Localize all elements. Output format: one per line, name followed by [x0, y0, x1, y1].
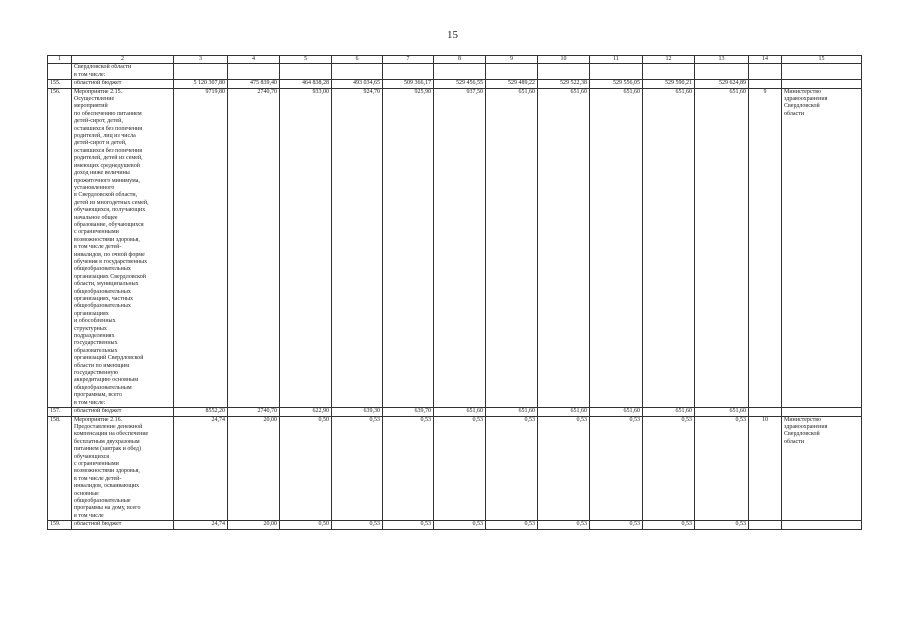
text-line: Министерство: [784, 88, 821, 95]
value-cell: 0,53: [486, 521, 538, 529]
text-line: доход ниже величины: [74, 170, 130, 177]
budget-table: [47, 55, 862, 530]
value-cell: 651,60: [486, 88, 538, 407]
value-cell: 651,60: [538, 408, 590, 416]
text-line: имеющих среднедушевой: [74, 162, 140, 169]
text-line: образовательных: [74, 347, 118, 354]
value-cell: 9719,80: [174, 88, 228, 407]
value-cell: 0,53: [590, 416, 643, 521]
text-line: детей-сирот и детей,: [74, 140, 127, 147]
column-header: 12: [643, 56, 695, 64]
text-line: оставшихся без попечения: [74, 125, 142, 132]
text-line: организациях: [74, 310, 109, 317]
value-cell: 651,60: [590, 88, 643, 407]
table-row-159: [48, 521, 862, 529]
value-cell: 651,60: [643, 408, 695, 416]
target-indicator-number: 9: [749, 88, 782, 407]
text-line: компенсации на обеспечение: [74, 431, 149, 438]
value-cell: 0,53: [643, 521, 695, 529]
value-cell: 5 120 307,80: [174, 80, 228, 88]
text-line: государственную: [74, 370, 119, 377]
value-cell: 20,00: [228, 416, 280, 521]
text-line: возможностями здоровья,: [74, 468, 140, 475]
table-row-158: [48, 416, 862, 521]
text-line: области: [784, 110, 805, 117]
value-cell: 622,90: [280, 408, 332, 416]
text-line: образование, обучающихся: [74, 221, 144, 228]
text-line: общеобразовательных: [74, 303, 131, 310]
text-line: установленного: [74, 184, 115, 191]
column-header: 13: [695, 56, 749, 64]
text-line: обучающихся: [74, 453, 110, 460]
value-cell: 2740,70: [228, 88, 280, 407]
value-cell: 0,53: [332, 521, 383, 529]
value-cell: 933,00: [280, 88, 332, 407]
table-row-155: [48, 80, 862, 88]
column-header: 4: [228, 56, 280, 64]
text-line: структурных: [74, 325, 107, 332]
executor-cell: [782, 88, 862, 407]
table-row-continuation: [48, 64, 862, 80]
column-header: 10: [538, 56, 590, 64]
value-cell: 639,70: [383, 408, 434, 416]
text-line: общеобразовательных: [74, 266, 131, 273]
value-cell: 475 839,40: [228, 80, 280, 88]
column-header: 15: [782, 56, 862, 64]
value-cell: 0,50: [280, 416, 332, 521]
text-line: с ограниченными: [74, 460, 119, 467]
row-description: Свердловской области в том числе:: [72, 64, 174, 80]
executor-cell: [782, 416, 862, 521]
row-description: областной бюджет: [72, 80, 174, 88]
text-line: в том числе детей-: [74, 475, 122, 482]
text-line: Мероприятие 2.15.: [74, 88, 123, 95]
value-cell: 0,53: [434, 416, 486, 521]
value-cell: 0,53: [383, 521, 434, 529]
text-line: общеобразовательные: [74, 497, 131, 504]
row-number: 156.: [48, 88, 72, 407]
value-cell: 0,53: [695, 521, 749, 529]
text-line: Свердловской: [784, 431, 820, 438]
text-line: инвалидов, осваивающих: [74, 483, 140, 490]
row-number: 155.: [48, 80, 72, 88]
column-header: 6: [332, 56, 383, 64]
table-row-156: [48, 88, 862, 407]
text-line: в Свердловской области,: [74, 192, 138, 199]
value-cell: 529 624,89: [695, 80, 749, 88]
text-line: детей-сирот, детей,: [74, 118, 123, 125]
text-line: родителей, лиц из числа: [74, 133, 136, 140]
text-line: аккредитацию основным: [74, 377, 138, 384]
page-number: 15: [447, 29, 458, 41]
value-cell: 0,50: [280, 521, 332, 529]
text-line: Свердловской: [784, 103, 820, 110]
value-cell: 651,60: [538, 88, 590, 407]
column-header: 9: [486, 56, 538, 64]
value-cell: 24,74: [174, 521, 228, 529]
text-line: инвалидов, по очной форме: [74, 251, 145, 258]
column-header: 14: [749, 56, 782, 64]
text-line: детей из многодетных семей,: [74, 199, 149, 206]
value-cell: 651,60: [486, 408, 538, 416]
row-number: 159.: [48, 521, 72, 529]
value-cell: 924,70: [332, 88, 383, 407]
text-line: оставшихся без попечения: [74, 147, 142, 154]
row-description: областной бюджет: [72, 521, 174, 529]
text-line: прожиточного минимума,: [74, 177, 140, 184]
value-cell: 651,60: [643, 88, 695, 407]
value-cell: 8552,20: [174, 408, 228, 416]
value-cell: 0,53: [590, 521, 643, 529]
text-line: с ограниченными: [74, 229, 119, 236]
value-cell: 0,53: [486, 416, 538, 521]
row-description: [72, 416, 174, 521]
text-line: области: [784, 438, 805, 445]
text-line: организациях, частных: [74, 296, 133, 302]
text-line: области, муниципальных: [74, 281, 139, 288]
value-cell: 24,74: [174, 416, 228, 521]
text-line: Предоставление денежной: [74, 423, 143, 430]
text-line: питанием (завтрак и обед): [74, 446, 141, 453]
text-line: программам, всего: [74, 392, 122, 399]
value-cell: 0,53: [695, 416, 749, 521]
text-line: государственных: [74, 340, 118, 347]
value-cell: 0,53: [538, 416, 590, 521]
value-cell: 0,53: [434, 521, 486, 529]
text-line: в том числе:: [74, 399, 106, 406]
text-line: бесплатным двухразовым: [74, 438, 140, 445]
text-line: родителей, детей из семей,: [74, 155, 143, 162]
value-cell: 529 556,05: [590, 80, 643, 88]
value-cell: 0,53: [538, 521, 590, 529]
row-description: областной бюджет: [72, 408, 174, 416]
value-cell: 529 489,22: [486, 80, 538, 88]
text-line: по обеспечению питанием: [74, 110, 142, 117]
column-header: 11: [590, 56, 643, 64]
target-indicator-number: 10: [749, 416, 782, 521]
text-line: в том числе: [74, 512, 104, 519]
row-number: 158.: [48, 416, 72, 521]
value-cell: 0,53: [643, 416, 695, 521]
text-line: области по имеющим: [74, 362, 130, 369]
text-line: и обособленных: [74, 318, 116, 325]
column-number-row: [48, 56, 862, 64]
text-line: мероприятий: [74, 103, 108, 110]
text-line: основные: [74, 490, 99, 497]
row-description: [72, 88, 174, 407]
value-cell: 925,90: [383, 88, 434, 407]
text-line: возможностями здоровья,: [74, 236, 140, 243]
value-cell: 2740,70: [228, 408, 280, 416]
column-header: 5: [280, 56, 332, 64]
text-line: общеобразовательных: [74, 288, 131, 295]
text-line: Министерство: [784, 416, 821, 423]
value-cell: 937,50: [434, 88, 486, 407]
value-cell: 464 838,28: [280, 80, 332, 88]
text-line: подразделениях: [74, 333, 115, 340]
value-cell: 0,53: [332, 416, 383, 521]
text-line: общеобразовательным: [74, 384, 132, 391]
column-header: 7: [383, 56, 434, 64]
value-cell: 0,53: [383, 416, 434, 521]
text-line: здравоохранения: [784, 96, 828, 103]
value-cell: 529 522,38: [538, 80, 590, 88]
value-cell: 639,30: [332, 408, 383, 416]
text-line: Осуществление: [74, 96, 115, 103]
text-line: здравоохранения: [784, 423, 828, 430]
column-header: 3: [174, 56, 228, 64]
row-number: 157.: [48, 408, 72, 416]
value-cell: 529 456,55: [434, 80, 486, 88]
value-cell: 651,60: [695, 88, 749, 407]
column-header: 1: [48, 56, 72, 64]
value-cell: 651,60: [434, 408, 486, 416]
value-cell: 493 034,65: [332, 80, 383, 88]
value-cell: 651,60: [590, 408, 643, 416]
text-line: обучающихся, получающих: [74, 207, 146, 214]
value-cell: 509 366,17: [383, 80, 434, 88]
text-line: Мероприятие 2.16.: [74, 416, 123, 423]
text-line: программы на дому, всего: [74, 505, 141, 512]
column-header: 2: [72, 56, 174, 64]
value-cell: 651,60: [695, 408, 749, 416]
text-line: в том числе детей-: [74, 244, 122, 251]
table-row-157: [48, 408, 862, 416]
text-line: организаций Свердловской: [74, 355, 144, 362]
text-line: начальное общее: [74, 214, 118, 221]
value-cell: 20,00: [228, 521, 280, 529]
column-header: 8: [434, 56, 486, 64]
value-cell: 529 590,21: [643, 80, 695, 88]
text-line: организациях Свердловской: [74, 273, 146, 280]
text-line: обучения в государственных: [74, 258, 148, 265]
